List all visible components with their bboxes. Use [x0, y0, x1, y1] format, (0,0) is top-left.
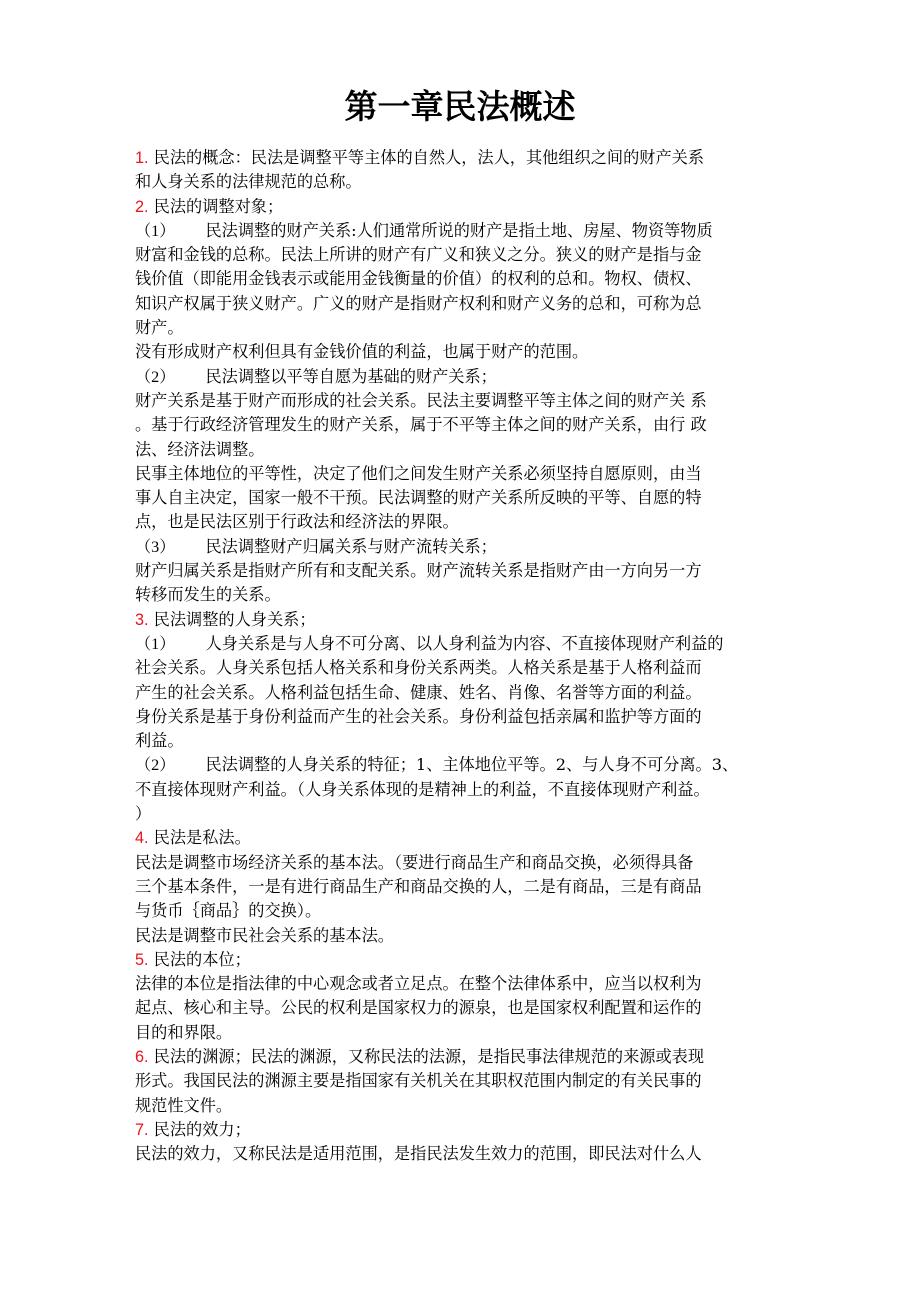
paragraph-line: 转移而发生的关系。 [135, 585, 281, 605]
section-heading: 5. 民法的本位； [135, 949, 251, 969]
paragraph-line: 财产关系是基于财产而形成的社会关系。民法主要调整平等主体之间的财产关 系 [135, 390, 707, 410]
subsection-marker: （2） [135, 367, 176, 386]
section-number: 1. [135, 149, 149, 167]
subsection-line: （2） 民法调整以平等自愿为基础的财产关系； [135, 366, 497, 386]
section-number: 3. [135, 610, 149, 629]
subsection-line: （3） 民法调整财产归属关系与财产流转关系； [135, 536, 497, 556]
section-number: 7. [135, 1120, 149, 1139]
paragraph-line: 产生的社会关系。人格利益包括生命、健康、姓名、肖像、名誉等方面的利益。 [135, 682, 702, 702]
subsection-marker: （1） [135, 221, 176, 240]
section-heading: 3. 民法调整的人身关系； [135, 609, 316, 629]
paragraph-line: 财产。 [135, 318, 184, 338]
paragraph-line: ） [135, 804, 152, 824]
paragraph-line: 财产归属关系是指财产所有和支配关系。财产流转关系是指财产由一方向另一方 [135, 561, 702, 581]
paragraph-line: 。基于行政经济管理发生的财产关系，属于不平等主体之间的财产关系，由行 政 [135, 415, 707, 435]
page-title: 第一章民法概述 [344, 87, 576, 126]
paragraph-line: 民法是调整市民社会关系的基本法。 [135, 925, 394, 945]
paragraph-line: 身份关系是基于身份利益而产生的社会关系。身份利益包括亲属和监护等方面的 [135, 706, 702, 726]
paragraph-line: 民法的效力，又称民法是适用范围，是指民法发生效力的范围，即民法对什么人 [135, 1144, 702, 1164]
paragraph-line: 6. 民法的渊源；民法的渊源，又称民法的法源，是指民事法律规范的来源或表现 [135, 1046, 705, 1066]
section-heading: 7. 民法的效力； [135, 1119, 251, 1139]
paragraph-line: 三个基本条件，一是有进行商品生产和商品交换的人，二是有商品，三是有商品 [135, 876, 702, 896]
document-body [135, 146, 795, 1166]
subsection-line: （1） 人身关系是与人身不可分离、以人身利益为内容、不直接体现财产利益的 [135, 633, 724, 653]
section-number: 5. [135, 950, 149, 969]
paragraph-line: 财富和金钱的总称。民法上所讲的财产有广义和狭义之分。狭义的财产是指与金 [135, 245, 702, 265]
paragraph-line: 社会关系。人身关系包括人格关系和身份关系两类。人格关系是基于人格利益而 [135, 658, 702, 678]
paragraph-line: 形式。我国民法的渊源主要是指国家有关机关在其职权范围内制定的有关民事的 [135, 1071, 702, 1091]
paragraph-line: 规范性文件。 [135, 1095, 233, 1115]
paragraph-line: 点，也是民法区别于行政法和经济法的界限。 [135, 512, 459, 532]
subsection-marker: （3） [135, 537, 176, 556]
paragraph-line: 民事主体地位的平等性，决定了他们之间发生财产关系必须坚持自愿原则，由当 [135, 463, 702, 483]
paragraph-line: 和人身关系的法律规范的总称。 [135, 172, 362, 192]
subsection-line: （2） 民法调整的人身关系的特征；1、主体地位平等。2、与人身不可分离。3、 [135, 755, 739, 775]
subsection-line: （1） 民法调整的财产关系:人们通常所说的财产是指土地、房屋、物资等物质 [135, 220, 713, 240]
paragraph-line: 目的和界限。 [135, 1022, 233, 1042]
section-number: 6. [135, 1047, 149, 1066]
paragraph-line: 知识产权属于狭义财产。广义的财产是指财产权利和财产义务的总和，可称为总 [135, 293, 702, 313]
paragraph-line: 民法是调整市场经济关系的基本法。（要进行商品生产和商品交换，必须得具备 [135, 852, 694, 872]
paragraph-line: 钱价值（即能用金钱表示或能用金钱衡量的价值）的权利的总和。物权、债权、 [135, 269, 702, 289]
section-number: 4. [135, 829, 149, 848]
paragraph-line: 法、经济法调整。 [135, 439, 265, 459]
section-number: 2. [135, 197, 149, 216]
paragraph-line: 不直接体现财产利益。（人身关系体现的是精神上的利益，不直接体现财产利益。 [135, 779, 710, 799]
section-heading: 2. 民法的调整对象； [135, 196, 284, 216]
paragraph-line: 起点、核心和主导。公民的权利是国家权力的源泉，也是国家权利配置和运作的 [135, 998, 702, 1018]
subsection-marker: （2） [135, 756, 176, 775]
paragraph-line: 事人自主决定，国家一般不干预。民法调整的财产关系所反映的平等、自愿的特 [135, 488, 702, 508]
paragraph-line: 与货币｛商品｝的交换）。 [135, 901, 322, 921]
paragraph-line: 1. 民法的概念：民法是调整平等主体的自然人，法人，其他组织之间的财产关系 [135, 148, 705, 167]
paragraph-line: 利益。 [135, 731, 184, 751]
paragraph-line: 没有形成财产权利但具有金钱价值的利益，也属于财产的范围。 [135, 342, 589, 362]
subsection-marker: （1） [135, 634, 176, 653]
section-heading: 4. 民法是私法。 [135, 828, 251, 848]
paragraph-line: 法律的本位是指法律的中心观念或者立足点。在整个法律体系中，应当以权利为 [135, 974, 702, 994]
